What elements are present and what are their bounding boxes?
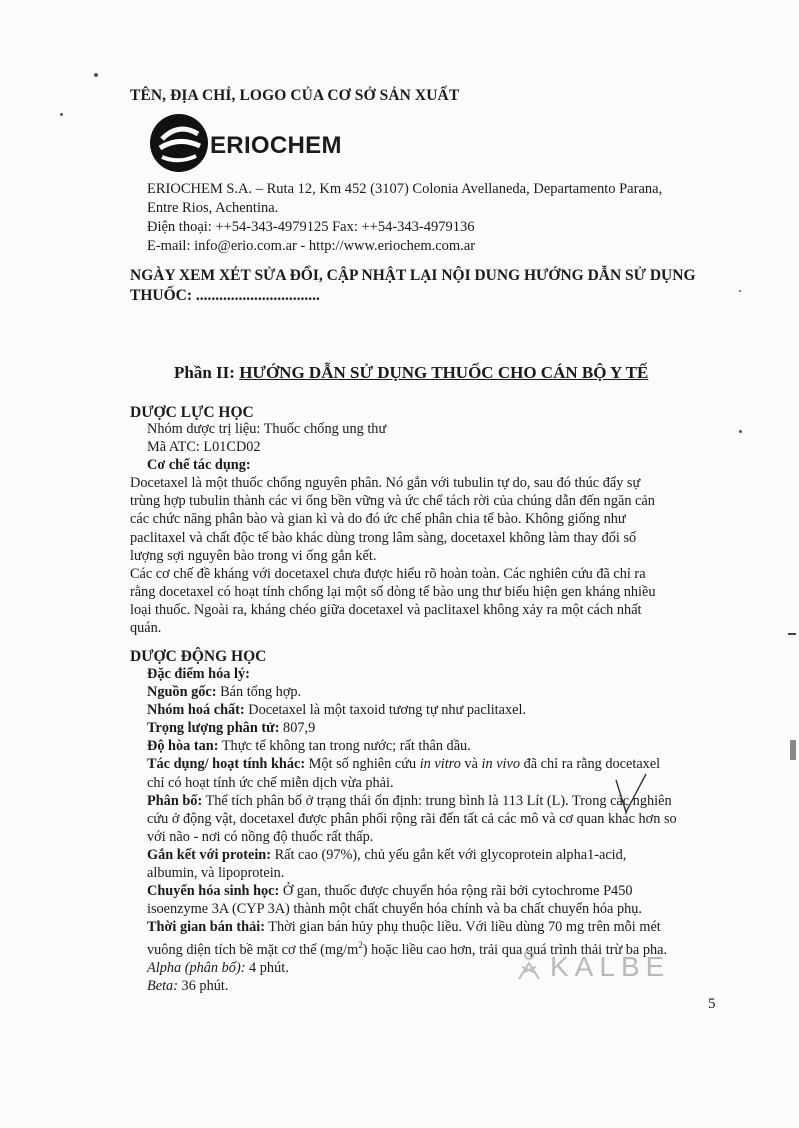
origin-line: Nguồn gốc: Bán tổng hợp.: [147, 684, 302, 701]
scan-speck: [94, 73, 98, 77]
distribution-line-3: với não - nơi có nồng độ thuốc rất thấp.: [147, 828, 374, 845]
scan-speck: [60, 113, 63, 116]
beta-phase-line: Beta: 36 phút.: [147, 978, 229, 995]
section-heading-pharmacodynamics: DƯỢC LỰC HỌC: [130, 404, 254, 421]
paragraph-line: paclitaxel và chất độc tế bào khác dùng trong lâm sàng, docetaxel không làm thay đổi số: [130, 529, 637, 546]
revision-line: NGÀY XEM XÉT SỬA ĐỔI, CẬP NHẬT LẠI NỘI DUNG HƯỚNG DẪN SỬ DỤNG: [130, 267, 696, 284]
address-line: Entre Rios, Achentina.: [147, 200, 279, 216]
manufacturer-address: [147, 180, 727, 256]
handwritten-check-mark: [612, 772, 652, 822]
stamp-text: KALBE: [550, 951, 671, 982]
half-life-line: Thời gian bán thải: Thời gian bán hủy phụ thuộc liều. Với liều dùng 70 mg trên mỗi mét: [147, 919, 661, 936]
other-activity-line-2: chỉ có hoạt tính ức chế miễn dịch vừa phải.: [147, 774, 394, 791]
scan-edge-mark: [788, 633, 796, 635]
section-heading-pharmacokinetics: DƯỢC ĐỘNG HỌC: [130, 648, 267, 665]
part-title: [174, 363, 694, 383]
therapeutic-group: Nhóm dược trị liệu: Thuốc chống ung thư: [147, 421, 387, 437]
address-line: ERIOCHEM S.A. – Ruta 12, Km 452 (3107) Colonia Avellaneda, Departamento Parana,: [147, 181, 663, 197]
scan-edge-mark: [790, 740, 796, 760]
part-prefix: Phần II:: [174, 363, 240, 382]
solubility-line: Độ hòa tan: Thực tế không tan trong nước; rất thân dầu.: [147, 738, 471, 755]
logo-wordmark: ERIOCHEM: [210, 132, 342, 159]
biotransformation-line: Chuyển hóa sinh học: Ở gan, thuốc được chuyển hóa rộng rãi bởi cytochrome P450: [147, 883, 633, 900]
chem-group-line: Nhóm hoá chất: Docetaxel là một taxoid tương tự như paclitaxel.: [147, 702, 527, 719]
revision-date-heading: [130, 266, 730, 306]
paragraph-line: quán.: [130, 620, 162, 637]
revision-line: THUỐC: ................................: [130, 287, 320, 304]
page-number: 5: [708, 996, 716, 1012]
paragraph-line: trùng hợp tubulin thành các vi ống bền vững và ức chế tách rời của chúng dẫn đến ngăn cản: [130, 493, 655, 510]
alpha-phase-line: Alpha (phân bố): 4 phút.: [147, 960, 289, 977]
kalbe-stamp: [516, 945, 716, 985]
physchem-label: Đặc điểm hóa lý:: [147, 666, 250, 682]
protein-binding-line: Gắn kết với protein: Rất cao (97%), chủ yếu gắn kết với glycoprotein alpha1-acid,: [147, 846, 627, 863]
scan-speck: [739, 290, 741, 292]
other-activity-line: Tác dụng/ hoạt tính khác: Một số nghiên cứu in vitro và in vivo đã chỉ ra rằng docetaxel: [147, 756, 661, 773]
paragraph-line: Docetaxel là một thuốc chống nguyên phân. Nó gắn với tubulin tự do, sau đó thúc đẩy sự: [130, 475, 641, 492]
paragraph-line: lượng sợi nguyên bào trong vi ống gắn kết.: [130, 547, 377, 564]
email-web-line: E-mail: info@erio.com.ar - http://www.eriochem.com.ar: [147, 238, 476, 254]
distribution-line-2: cứu ở động vật, docetaxel được phân phối rộng rãi đến tất cả các mô và cơ quan khác hơn so: [147, 810, 677, 827]
part-title-text: HƯỚNG DẪN SỬ DỤNG THUỐC CHO CÁN BỘ Y TẾ: [239, 363, 649, 382]
paragraph-line: loại thuốc. Ngoài ra, kháng chéo giữa docetaxel và paclitaxel không xảy ra một cách nhất: [130, 601, 642, 618]
scan-speck: [739, 430, 742, 433]
protein-binding-line-2: albumin, và lipoprotein.: [147, 865, 285, 882]
eriochem-logo: [148, 112, 348, 174]
eriochem-logo-mark: [148, 112, 210, 174]
molecular-weight-line: Trọng lượng phân tử: 807,9: [147, 720, 316, 737]
pharmacodynamics-body: [130, 420, 722, 637]
distribution-line: Phân bố: Thể tích phân bố ở trạng thái ổn định: trung bình là 113 Lít (L). Trong các nghiên: [147, 792, 672, 809]
stamp-figure-icon: [516, 949, 542, 981]
paragraph-line: các chức năng phân bào và gian kì và do đó ức chế phân chia tế bào. Không giống như: [130, 511, 626, 528]
atc-code: Mã ATC: L01CD02: [147, 439, 261, 456]
paragraph-line: rằng docetaxel có hoạt tính chống lại một số dòng tế bào ung thư biểu hiện gen kháng nhiều: [130, 583, 656, 600]
phone-fax-line: Điện thoại: ++54-343-4979125 Fax: ++54-343-4979136: [147, 219, 475, 235]
half-life-line-2: vuông diện tích bề mặt cơ thể $(mg/m^2)$ hoặc liều cao hơn, trải qua quá trình thải trừ ba pha.: [147, 940, 668, 959]
mechanism-label: Cơ chế tác dụng:: [147, 457, 251, 474]
manufacturer-heading: TÊN, ĐỊA CHỈ, LOGO CỦA CƠ SỞ SẢN XUẤT: [130, 87, 460, 104]
paragraph-line: Các cơ chế đề kháng với docetaxel chưa được hiểu rõ hoàn toàn. Các nghiên cứu đã chỉ ra: [130, 565, 646, 582]
biotransformation-line-2: isoenzyme 3A (CYP 3A) thành một chất chuyển hóa chính và ba chất chuyển hóa phụ.: [147, 901, 642, 918]
